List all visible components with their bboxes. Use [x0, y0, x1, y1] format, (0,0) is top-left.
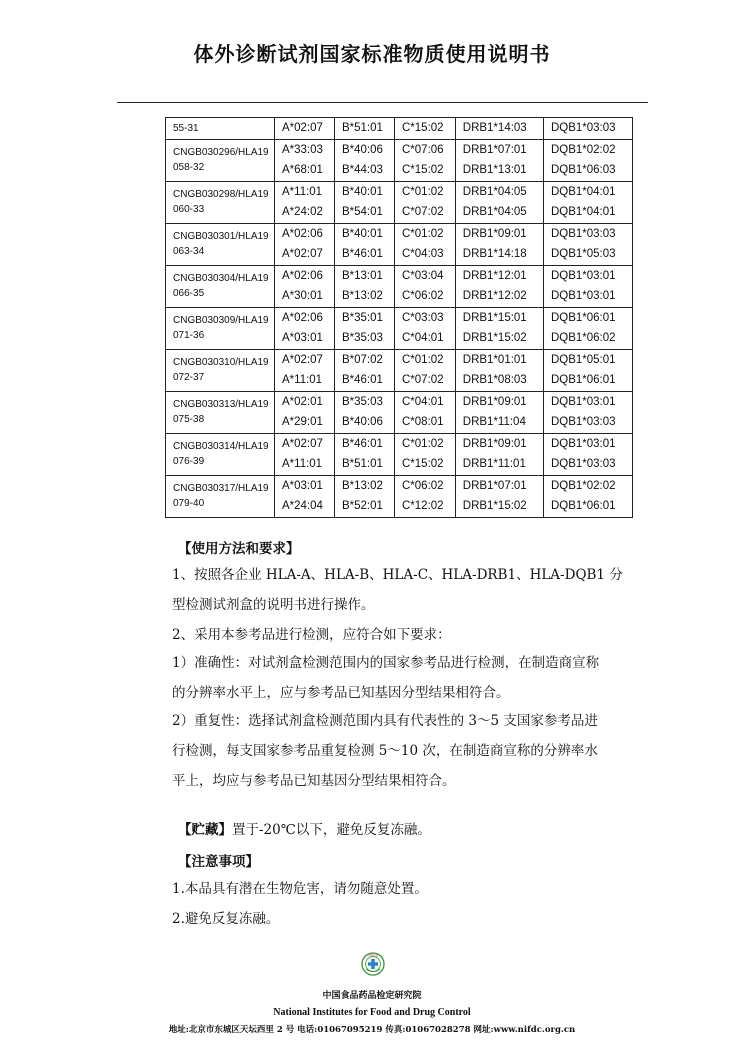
allele-value: B*46:01: [342, 437, 383, 450]
sample-id-cell: 55-31: [166, 118, 275, 140]
allele-value: B*35:01: [342, 311, 383, 324]
usage-repeatability-paragraph: [172, 706, 650, 796]
text-line: 1、按照各企业 HLA-A、HLA-B、HLA-C、HLA-DRB1、HLA-DQB1 分: [172, 567, 623, 583]
table-row: [166, 307, 633, 349]
allele-value: DRB1*04:05: [462, 185, 527, 198]
table-row: [166, 349, 633, 391]
hla-dqb1-cell: [543, 139, 632, 181]
allele-value: C*08:01: [402, 416, 444, 428]
table-row: [166, 118, 633, 140]
usage-paragraph-2: [172, 620, 650, 650]
hla-c-cell: C*15:02: [395, 118, 456, 140]
allele-value: DRB1*14:18: [462, 248, 527, 260]
allele-value: B*07:02: [342, 353, 383, 366]
allele-value: C*04:01: [402, 395, 444, 408]
allele-value: A*02:06: [282, 227, 323, 240]
sample-id: CNGB030310/HLA19072-37: [173, 357, 269, 383]
allele-value: B*46:01: [342, 374, 383, 386]
sample-id: CNGB030317/HLA19079-40: [173, 483, 269, 509]
table-row: [166, 475, 633, 517]
allele-value: B*40:06: [342, 143, 383, 156]
allele-value: DRB1*08:03: [462, 374, 527, 386]
hla-dqb1-cell: [543, 475, 632, 517]
allele-value: DQB1*03:01: [550, 437, 616, 450]
page-title: 体外诊断试剂国家标准物质使用说明书: [193, 42, 551, 66]
allele-value: B*54:01: [342, 206, 383, 218]
allele-value: C*04:03: [402, 248, 444, 260]
allele-value: A*02:01: [282, 395, 323, 408]
hla-dqb1-cell: [543, 391, 632, 433]
allele-value: C*15:02: [402, 458, 444, 470]
allele-value: DRB1*01:01: [462, 353, 527, 366]
allele-value: DRB1*15:02: [462, 332, 527, 344]
org-name-en: National Institutes for Food and Drug Control: [273, 1007, 471, 1018]
hla-b-cell: [335, 349, 395, 391]
text-line: 平上，均应与参考品已知基因分型结果相符合。: [172, 773, 456, 789]
allele-value: DRB1*04:05: [462, 206, 527, 218]
hla-b-cell: [335, 433, 395, 475]
hla-a-cell: [275, 223, 335, 265]
table-row: [166, 433, 633, 475]
allele-value: A*03:01: [282, 479, 323, 492]
allele-value: C*15:02: [402, 164, 444, 176]
allele-value: DQB1*06:01: [550, 374, 616, 386]
text-line: 1）准确性：对试剂盒检测范围内的国家参考品进行检测，在制造商宣称: [172, 655, 600, 671]
hla-a-cell: [275, 181, 335, 223]
hla-drb1-cell: [455, 475, 543, 517]
hla-dqb1-cell: [543, 307, 632, 349]
hla-c-cell: [395, 265, 456, 307]
allele-value: A*24:04: [282, 500, 323, 512]
hla-dqb1-cell: [543, 265, 632, 307]
hla-reference-table: [165, 117, 633, 518]
allele-value: DQB1*03:03: [550, 416, 616, 428]
allele-value: A*03:01: [282, 332, 323, 344]
hla-b-cell: [335, 181, 395, 223]
hla-a-cell: [275, 433, 335, 475]
org-contact: 地址:北京市东城区天坛西里 2 号 电话:01067095219 传真:01067028278 网址:www.nifdc.org.cn: [168, 1025, 576, 1035]
allele-value: DQB1*06:01: [550, 311, 616, 324]
allele-value: A*02:07: [282, 353, 323, 366]
allele-value: B*40:06: [342, 416, 383, 428]
allele-value: A*11:01: [282, 185, 323, 198]
allele-value: A*24:02: [282, 206, 323, 218]
allele-value: A*02:06: [282, 269, 323, 282]
allele-value: C*01:02: [402, 437, 444, 450]
allele-value: DQB1*06:02: [550, 332, 616, 344]
hla-a-cell: A*02:07: [275, 118, 335, 140]
allele-value: DQB1*05:03: [550, 248, 616, 260]
hla-dqb1-cell: DQB1*03:03: [543, 118, 632, 140]
allele-value: B*13:02: [342, 479, 383, 492]
hla-b-cell: B*51:01: [335, 118, 395, 140]
allele-value: DRB1*15:02: [462, 500, 527, 512]
allele-value: A*11:01: [282, 458, 323, 470]
hla-c-cell: [395, 223, 456, 265]
hla-b-cell: [335, 139, 395, 181]
allele-value: C*03:04: [402, 269, 444, 282]
nifdc-logo-icon: [361, 952, 385, 976]
allele-value: B*40:01: [342, 185, 383, 198]
allele-value: A*02:06: [282, 311, 323, 324]
hla-b-cell: [335, 391, 395, 433]
allele-value: C*01:02: [402, 185, 444, 198]
allele-value: C*01:02: [402, 353, 444, 366]
allele-value: B*13:02: [342, 290, 383, 302]
hla-c-cell: [395, 433, 456, 475]
sample-id-cell: [166, 265, 275, 307]
storage-label: 【贮藏】: [178, 822, 232, 838]
hla-drb1-cell: [455, 349, 543, 391]
sample-id: CNGB030313/HLA19075-38: [173, 399, 269, 425]
allele-value: C*03:03: [402, 311, 444, 324]
allele-value: DRB1*12:01: [462, 269, 527, 282]
sample-id-cell: [166, 475, 275, 517]
usage-paragraph-1: [172, 560, 650, 620]
hla-c-cell: [395, 391, 456, 433]
allele-value: C*06:02: [402, 479, 444, 492]
allele-value: DQB1*03:01: [550, 290, 616, 302]
storage-text: 置于-20℃以下，避免反复冻融。: [232, 822, 431, 838]
storage-section: [178, 818, 431, 838]
hla-b-cell: [335, 475, 395, 517]
hla-b-cell: [335, 307, 395, 349]
allele-value: DQB1*04:01: [550, 206, 616, 218]
notes-heading: 【注意事项】: [178, 854, 259, 870]
usage-accuracy-paragraph: [172, 648, 650, 708]
allele-value: A*02:07: [282, 437, 323, 450]
sample-id: CNGB030296/HLA19058-32: [173, 147, 269, 173]
allele-value: A*30:01: [282, 290, 323, 302]
org-name-cn: 中国食品药品检定研究院: [322, 991, 422, 1001]
usage-heading: 【使用方法和要求】: [178, 541, 300, 557]
hla-b-cell: [335, 223, 395, 265]
hla-drb1-cell: [455, 433, 543, 475]
allele-value: DQB1*03:01: [550, 269, 616, 282]
allele-value: DRB1*13:01: [462, 164, 527, 176]
allele-value: C*01:02: [402, 227, 444, 240]
notes-list: [172, 874, 650, 934]
allele-value: DQB1*04:01: [550, 185, 616, 198]
table-row: [166, 181, 633, 223]
allele-value: B*44:03: [342, 164, 383, 176]
allele-value: A*68:01: [282, 164, 323, 176]
allele-value: DRB1*11:04: [462, 416, 526, 428]
table-row: [166, 139, 633, 181]
table-row: [166, 391, 633, 433]
hla-c-cell: [395, 139, 456, 181]
allele-value: DQB1*03:01: [550, 395, 616, 408]
hla-a-cell: [275, 307, 335, 349]
hla-c-cell: [395, 475, 456, 517]
table-row: [166, 265, 633, 307]
allele-value: DRB1*11:01: [462, 458, 526, 470]
allele-value: DRB1*07:01: [462, 479, 527, 492]
hla-drb1-cell: [455, 181, 543, 223]
hla-b-cell: [335, 265, 395, 307]
hla-a-cell: [275, 265, 335, 307]
allele-value: DQB1*03:03: [550, 227, 616, 240]
allele-value: DQB1*02:02: [550, 479, 616, 492]
sample-id-cell: [166, 433, 275, 475]
table-row: [166, 223, 633, 265]
allele-value: C*12:02: [402, 500, 444, 512]
allele-value: DQB1*06:03: [550, 164, 616, 176]
sample-id-cell: [166, 223, 275, 265]
allele-value: A*11:01: [282, 374, 323, 386]
logo-text: 中国药检: [367, 954, 379, 958]
allele-value: A*02:07: [282, 248, 323, 260]
hla-a-cell: [275, 391, 335, 433]
hla-a-cell: [275, 349, 335, 391]
allele-value: C*07:02: [402, 374, 444, 386]
sample-id: CNGB030298/HLA19060-33: [173, 189, 269, 215]
allele-value: DRB1*09:01: [462, 437, 527, 450]
allele-value: DRB1*09:01: [462, 395, 527, 408]
allele-value: C*07:02: [402, 206, 444, 218]
hla-c-cell: [395, 307, 456, 349]
sample-id: CNGB030301/HLA19063-34: [173, 231, 269, 257]
allele-value: DRB1*07:01: [462, 143, 527, 156]
allele-value: B*51:01: [342, 458, 383, 470]
hla-drb1-cell: [455, 307, 543, 349]
allele-value: DQB1*05:01: [550, 353, 616, 366]
hla-drb1-cell: DRB1*14:03: [455, 118, 543, 140]
text-line: 2）重复性：选择试剂盒检测范围内具有代表性的 3～5 支国家参考品进: [172, 713, 598, 729]
note-item: 2.避免反复冻融。: [172, 911, 280, 927]
hla-drb1-cell: [455, 265, 543, 307]
hla-drb1-cell: [455, 391, 543, 433]
sample-id-cell: [166, 139, 275, 181]
allele-value: B*35:03: [342, 395, 383, 408]
header-divider: [117, 102, 648, 103]
sample-id: CNGB030304/HLA19066-35: [173, 273, 269, 299]
allele-value: A*33:03: [282, 143, 323, 156]
allele-value: DRB1*15:01: [462, 311, 527, 324]
allele-value: C*04:01: [402, 332, 444, 344]
sample-id: CNGB030309/HLA19071-36: [173, 315, 269, 341]
hla-dqb1-cell: [543, 181, 632, 223]
text-line: 2、采用本参考品进行检测，应符合如下要求：: [172, 627, 451, 643]
allele-value: B*46:01: [342, 248, 383, 260]
allele-value: DQB1*03:03: [550, 458, 616, 470]
allele-value: B*52:01: [342, 500, 383, 512]
allele-value: DRB1*12:02: [462, 290, 527, 302]
sample-id-cell: [166, 391, 275, 433]
hla-a-cell: [275, 139, 335, 181]
sample-id-cell: [166, 307, 275, 349]
allele-value: B*13:01: [342, 269, 383, 282]
allele-value: DRB1*09:01: [462, 227, 527, 240]
hla-c-cell: [395, 181, 456, 223]
allele-value: C*06:02: [402, 290, 444, 302]
allele-value: DQB1*02:02: [550, 143, 616, 156]
text-line: 型检测试剂盒的说明书进行操作。: [172, 597, 375, 613]
sample-id-cell: [166, 181, 275, 223]
hla-drb1-cell: [455, 223, 543, 265]
sample-id-cell: [166, 349, 275, 391]
hla-dqb1-cell: [543, 433, 632, 475]
hla-c-cell: [395, 349, 456, 391]
allele-value: B*35:03: [342, 332, 383, 344]
text-line: 的分辨率水平上，应与参考品已知基因分型结果相符合。: [172, 685, 510, 701]
allele-value: B*40:01: [342, 227, 383, 240]
hla-dqb1-cell: [543, 349, 632, 391]
hla-drb1-cell: [455, 139, 543, 181]
allele-value: DQB1*06:01: [550, 500, 616, 512]
hla-dqb1-cell: [543, 223, 632, 265]
allele-value: A*29:01: [282, 416, 323, 428]
hla-a-cell: [275, 475, 335, 517]
sample-id: CNGB030314/HLA19076-39: [173, 441, 269, 467]
text-line: 行检测，每支国家参考品重复检测 5～10 次，在制造商宣称的分辨率水: [172, 743, 598, 759]
note-item: 1.本品具有潜在生物危害，请勿随意处置。: [172, 881, 428, 897]
allele-value: C*07:06: [402, 143, 444, 156]
